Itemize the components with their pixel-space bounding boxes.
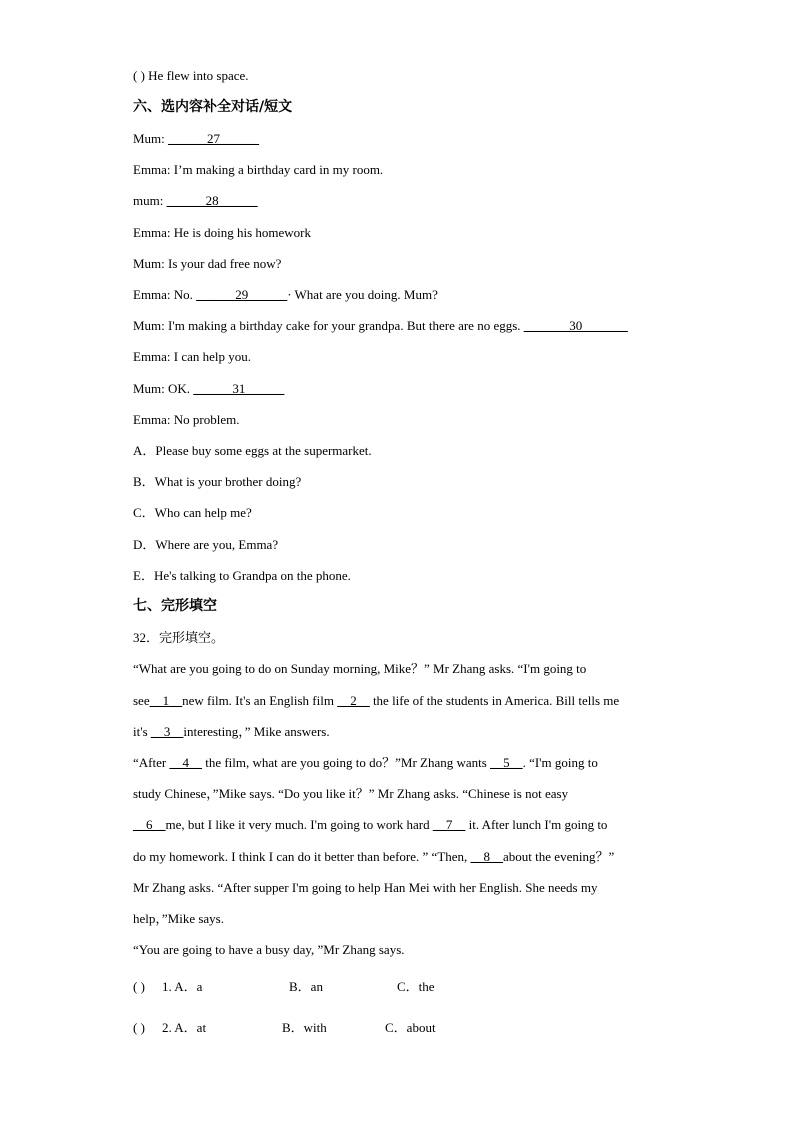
- blank-7: __7__: [432, 817, 466, 832]
- dialogue-line: Emma: No. ______29______· What are you doing. Mum?: [133, 287, 438, 302]
- blank-27: ______27______: [168, 131, 260, 146]
- passage-line: “What are you going to do on Sunday morning, Mike？” Mr Zhang asks. “I'm going to: [133, 661, 587, 676]
- blank-29: ______29______: [196, 287, 288, 302]
- dialogue-line: mum: ______28______: [133, 193, 258, 208]
- passage-line: help，”Mike says.: [133, 911, 224, 926]
- choice-c: C．the: [397, 979, 435, 994]
- answer-paren: ( ): [133, 979, 145, 994]
- option-e: E．He's talking to Grandpa on the phone.: [133, 568, 351, 583]
- passage-line: do my homework. I think I can do it better than before. ” “Then, __8__about the evening？”: [133, 849, 615, 864]
- section6-heading: 六、选内容补全对话/短文: [133, 99, 293, 115]
- blank-3: __3__: [150, 724, 184, 739]
- choice-b: B．an: [289, 979, 323, 994]
- dialogue-line: Emma: No problem.: [133, 412, 240, 427]
- passage-line: it's __3__interesting，” Mike answers.: [133, 724, 330, 739]
- blank-8: __8__: [470, 849, 504, 864]
- dialogue-line: Emma: I can help you.: [133, 349, 252, 364]
- passage-line: see__1__new film. It's an English film __2__ the life of the students in America. Bill tells me: [133, 693, 620, 708]
- dialogue-line: Mum: OK. ______31______: [133, 381, 285, 396]
- passage-line: __6__me, but I like it very much. I'm going to work hard __7__ it. After lunch I'm going to: [133, 817, 608, 832]
- question-label: 32．完形填空。: [133, 630, 225, 645]
- option-b: B．What is your brother doing?: [133, 474, 302, 489]
- blank-30: _______30_______: [523, 318, 628, 333]
- blank-4: __4__: [169, 755, 202, 770]
- blank-5: __5__: [490, 755, 523, 770]
- passage-line: study Chinese，”Mike says. “Do you like it？” Mr Zhang asks. “Chinese is not easy: [133, 786, 569, 801]
- blank-31: ______31______: [193, 381, 285, 396]
- question-text: He flew into space.: [148, 68, 249, 83]
- choice-c: C．about: [385, 1020, 436, 1035]
- dialogue-line: Mum: Is your dad free now?: [133, 256, 282, 271]
- answer-paren: ( ): [133, 68, 145, 83]
- passage-line: “You are going to have a busy day, ”Mr Zhang says.: [133, 942, 405, 957]
- dialogue-line: Emma: I’m making a birthday card in my room.: [133, 162, 384, 177]
- choice-a: 2. A．at: [162, 1020, 207, 1035]
- option-d: D．Where are you, Emma?: [133, 537, 279, 552]
- section7-heading: 七、完形填空: [133, 598, 217, 614]
- choice-b: B．with: [282, 1020, 327, 1035]
- option-a: A．Please buy some eggs at the supermarket.: [133, 443, 372, 458]
- passage-line: Mr Zhang asks. “After supper I'm going to help Han Mei with her English. She needs my: [133, 880, 598, 895]
- dialogue-line: Mum: ______27______: [133, 131, 260, 146]
- blank-6: __6__: [133, 817, 166, 832]
- blank-1: __1__: [149, 693, 183, 708]
- question-line: [133, 68, 249, 84]
- passage-line: “After __4__ the film, what are you going to do？”Mr Zhang wants __5__. “I'm going to: [133, 755, 598, 770]
- blank-2: __2__: [337, 693, 370, 708]
- dialogue-line: Emma: He is doing his homework: [133, 225, 312, 240]
- answer-paren: ( ): [133, 1020, 145, 1035]
- choice-a: 1. A．a: [162, 979, 203, 994]
- blank-28: ______28______: [166, 193, 258, 208]
- option-c: C．Who can help me?: [133, 505, 252, 520]
- dialogue-line: Mum: I'm making a birthday cake for your grandpa. But there are no eggs. _______30_______: [133, 318, 628, 333]
